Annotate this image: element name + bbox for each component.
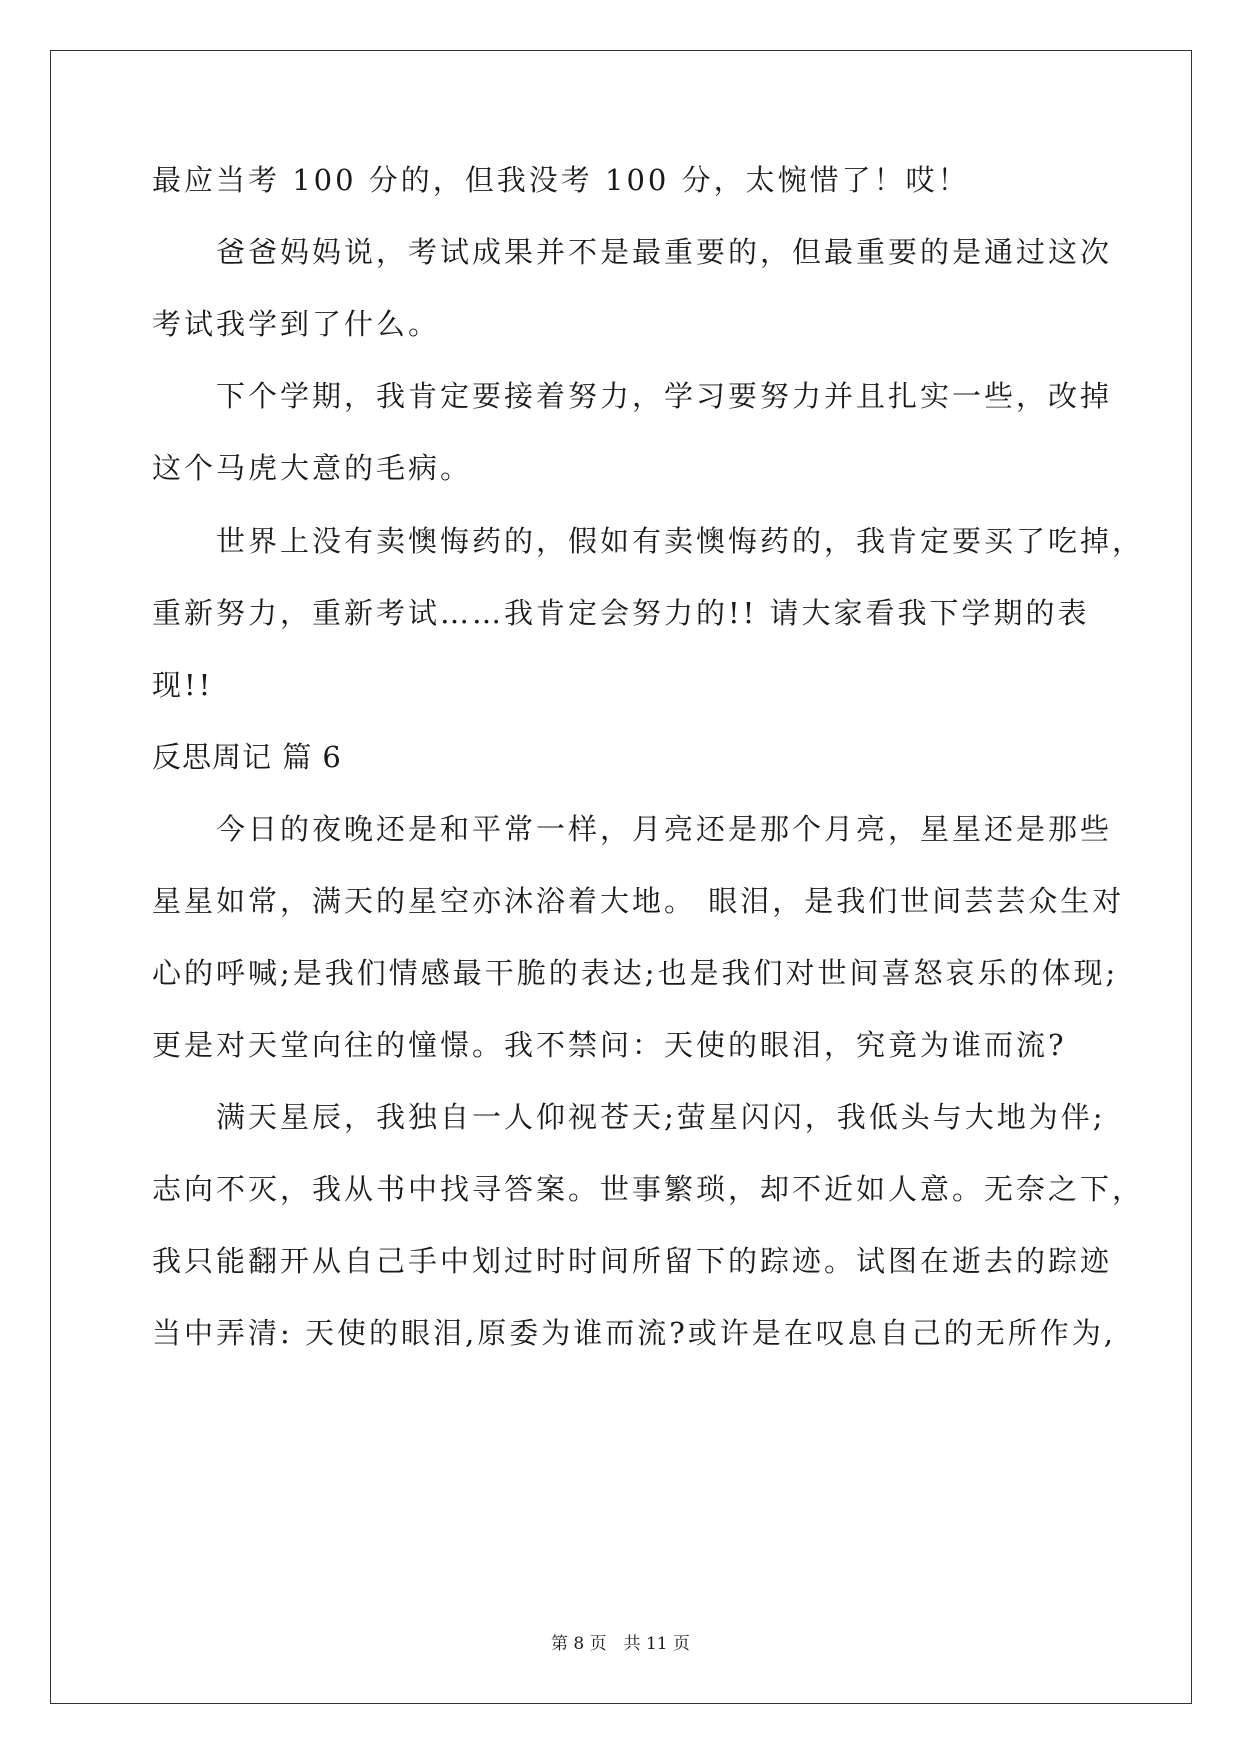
text-line: 满天星辰，我独自一人仰视苍天;萤星闪闪，我低头与大地为伴; — [216, 1100, 1106, 1134]
page-frame — [50, 50, 1192, 1704]
section-heading: 反思周记 篇 6 — [152, 740, 342, 774]
page-footer: 第 8 页 共 11 页 — [550, 1634, 691, 1654]
text-line: 重新努力，重新考试……我肯定会努力的!! 请大家看我下学期的表 — [152, 596, 1090, 630]
text-line: 星星如常，满天的星空亦沐浴着大地。 眼泪，是我们世间芸芸众生对 — [152, 884, 1125, 918]
text-line: 志向不灭，我从书中找寻答案。世事繁琐，却不近如人意。无奈之下， — [152, 1172, 1145, 1206]
text-line: 今日的夜晚还是和平常一样，月亮还是那个月亮，星星还是那些 — [216, 812, 1113, 846]
text-line: 心的呼喊;是我们情感最干脆的表达;也是我们对世间喜怒哀乐的体现; — [152, 956, 1119, 990]
text-line: 最应当考 100 分的，但我没考 100 分，太惋惜了！哎！ — [152, 163, 970, 197]
text-line: 现!! — [152, 668, 214, 702]
text-line: 世界上没有卖懊悔药的，假如有卖懊悔药的，我肯定要买了吃掉， — [216, 524, 1145, 558]
text-line: 考试我学到了什么。 — [152, 307, 441, 341]
text-line: 更是对天堂向往的憧憬。我不禁问：天使的眼泪，究竟为谁而流? — [152, 1028, 1067, 1062]
text-line: 这个马虎大意的毛病。 — [152, 451, 473, 485]
text-line: 下个学期，我肯定要接着努力，学习要努力并且扎实一些，改掉 — [216, 379, 1113, 413]
text-line: 爸爸妈妈说，考试成果并不是最重要的，但最重要的是通过这次 — [216, 235, 1113, 269]
text-line: 我只能翻开从自己手中划过时时间所留下的踪迹。试图在逝去的踪迹 — [152, 1244, 1113, 1278]
text-line: 当中弄清: 天使的眼泪,原委为谁而流?或许是在叹息自己的无所作为, — [152, 1316, 1116, 1350]
